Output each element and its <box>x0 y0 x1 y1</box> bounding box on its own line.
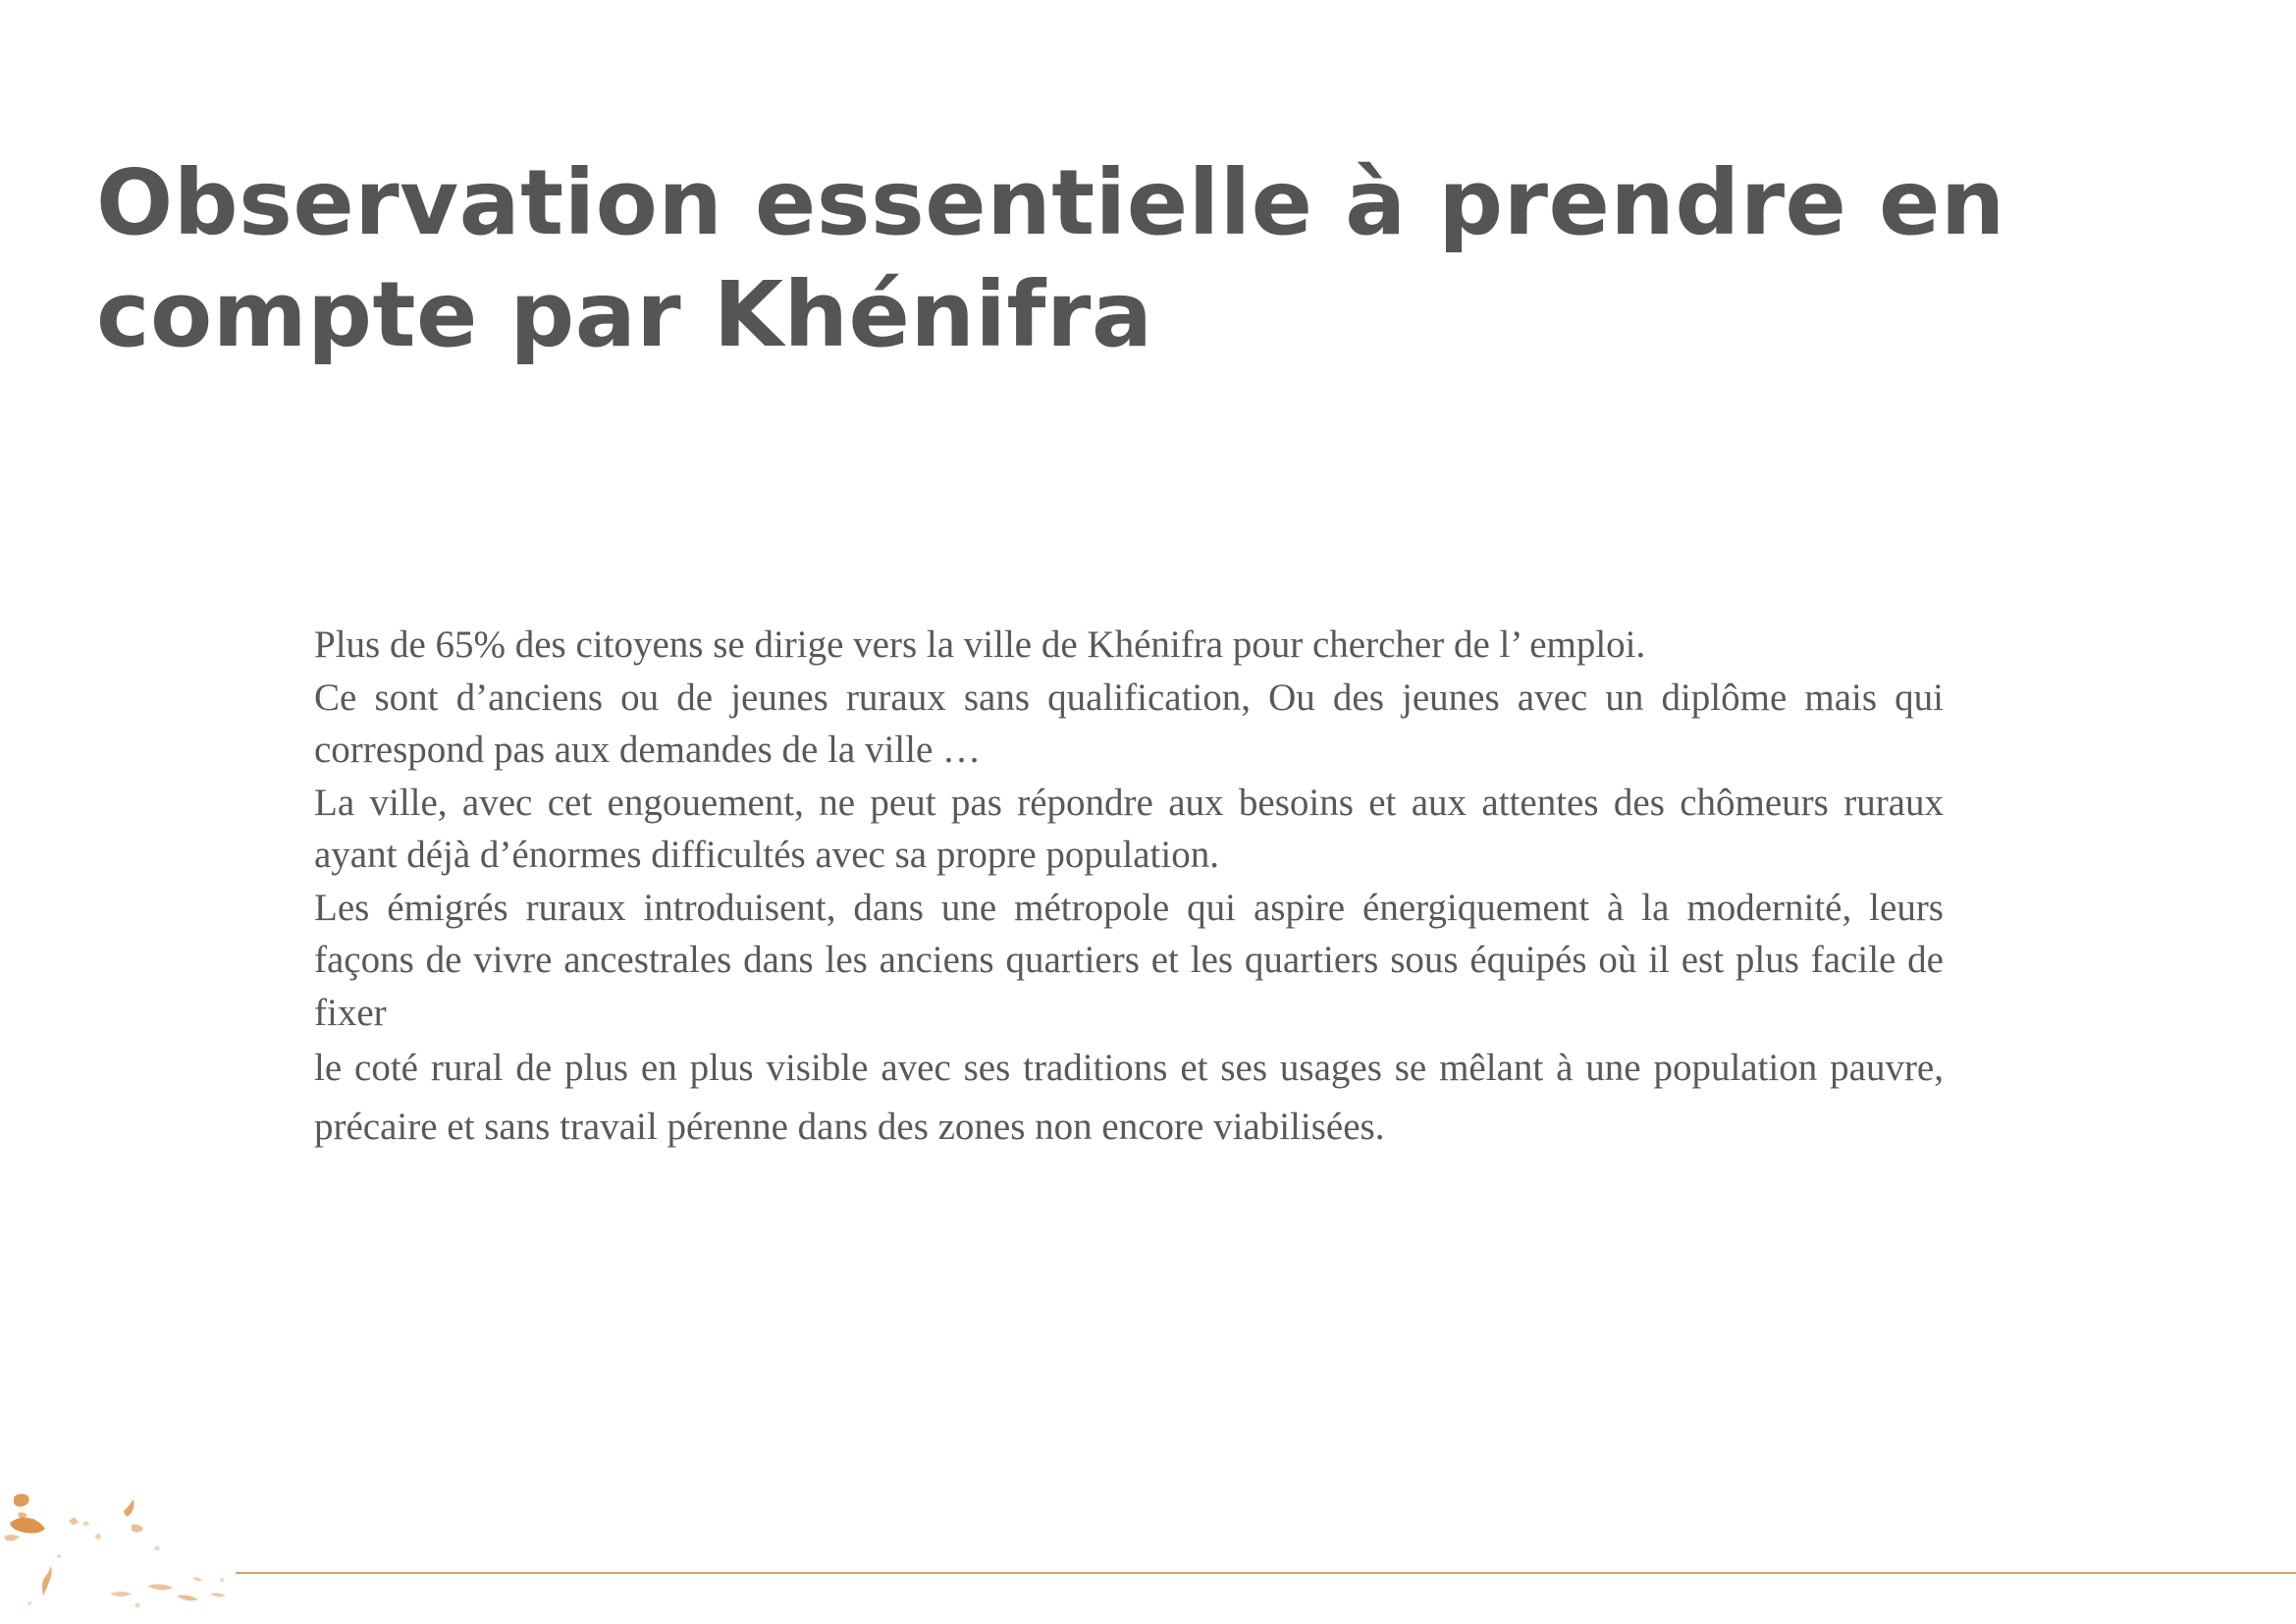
slide-body <box>314 619 1944 1157</box>
body-paragraph: Ce sont d’anciens ou de jeunes ruraux sans qualification, Ou des jeunes avec un diplôme mais qui correspond pas aux demandes de la ville … <box>314 676 1944 771</box>
slide-title-line-2: compte par Khénifra <box>96 262 1153 367</box>
slide-title <box>96 147 2256 371</box>
body-paragraph: Les émigrés ruraux introduisent, dans une métropole qui aspire énergiquement à la modernité, leurs façons de vivre ancestrales dans les anciens quartiers et les quartiers sous équipés où il est plus facile de fixer <box>314 886 1944 1034</box>
body-paragraph: Plus de 65% des citoyens se dirige vers la ville de Khénifra pour chercher de l’ emploi. <box>314 623 1646 666</box>
orange-brush-splatter-icon <box>0 1478 240 1624</box>
body-paragraph: La ville, avec cet engouement, ne peut pas répondre aux besoins et aux attentes des chômeurs ruraux ayant déjà d’énormes difficultés avec sa propre population. <box>314 781 1944 876</box>
slide-title-line-1: Observation essentielle à prendre en <box>96 150 2005 255</box>
body-paragraph: le coté rural de plus en plus visible avec ses traditions et ses usages se mêlant à une population pauvre, précaire et sans travail pérenne dans des zones non encore viabilisées. <box>314 1047 1944 1148</box>
footer-divider <box>236 1572 2296 1574</box>
